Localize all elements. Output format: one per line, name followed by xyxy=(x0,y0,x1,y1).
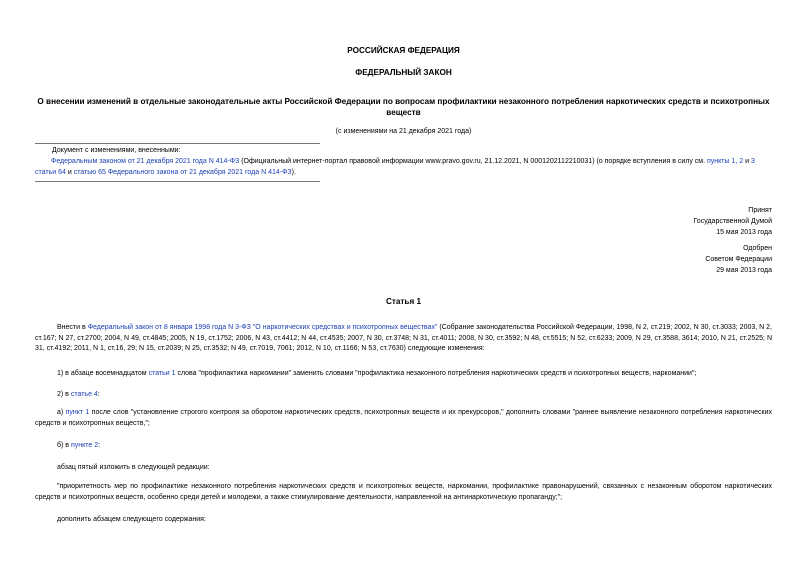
intro-link-law[interactable]: Федеральный закон от 8 января 1998 года N 3-ФЗ "О наркотических средствах и психотропных веществах" xyxy=(87,324,438,331)
paragraph-a xyxy=(35,408,772,429)
changes-text-1: (Официальный интернет-портал правовой информации www.pravo.gov.ru, 21.12.2021, N 0001202112210031) (о порядке вступления в силу см. xyxy=(239,158,707,165)
paragraph-quote: "приоритетность мер по профилактике незаконного потребления наркотических средств и психотропных веществ, наркомании, профилактике правонарушений, связанных с незаконным оборотом наркотических средств и психотропных веществ, особенно среди детей и молодежи, а также стимулирование деятельности, направленной на антинаркотическую пропаганду;"; xyxy=(35,483,772,501)
changes-link-law[interactable]: Федеральным законом от 21 декабря 2021 года N 414-ФЗ xyxy=(51,158,240,165)
approved-body: Советом Федерации xyxy=(705,256,772,263)
changes-text-3: и xyxy=(65,169,74,176)
p2-text-post: : xyxy=(97,391,100,398)
changes-link-points[interactable]: пункты 1, 2 xyxy=(707,158,744,165)
accepted-body: Государственной Думой xyxy=(693,218,772,225)
edition-note: (с изменениями на 21 декабря 2021 года) xyxy=(335,128,472,135)
changes-text-2: и xyxy=(743,158,751,165)
adoption-approved xyxy=(705,243,772,276)
pb-text-post: : xyxy=(98,442,101,449)
changes-text-4: ). xyxy=(291,169,296,176)
article-title: Статья 1 xyxy=(385,297,422,306)
paragraph-add: дополнить абзацем следующего содержания: xyxy=(57,516,206,523)
pa-link[interactable]: пункт 1 xyxy=(65,409,90,416)
pa-text-pre: а) xyxy=(57,409,66,416)
divider-top xyxy=(35,143,320,144)
changes-link-article-65[interactable]: статью 65 Федерального закона от 21 декабря 2021 года N 414-ФЗ xyxy=(73,169,292,176)
article-intro xyxy=(35,323,772,355)
changes-link-article-64[interactable]: 3 статьи 64 xyxy=(35,158,755,176)
p1-text-pre: 1) в абзаце восемнадцатом xyxy=(57,370,149,377)
paragraph-abzac-5: абзац пятый изложить в следующей редакции: xyxy=(57,464,210,471)
document-type-heading: ФЕДЕРАЛЬНЫЙ ЗАКОН xyxy=(355,68,452,77)
p2-text-pre: 2) в xyxy=(57,391,71,398)
paragraph-2 xyxy=(57,389,100,400)
p1-link[interactable]: статьи 1 xyxy=(148,370,176,377)
intro-text-post: (Собрание законодательства Российской Федерации, 1998, N 2, ст.219; 2002, N 30, ст.3033; 2003, N 2, ст.167; N 27, ст.2700; 2004, N 49, ст.4845; 2005, N 19, ст.1752; 2006, N 43, ст.4412; N 44, ст.4535; 2007, N 30, ст.3748; N 31, ст.4011; 2008, N 30, ст.3592; N 48, ст.5515; N 52, ст.6233; 2009, N 29, ст.3588, 3614; 2010, N 21, ст.2525; N 31, ст.4192; 2011, N 1, ст.16, 29; N 15, ст.2039; N 25, ст.3532; N 49, ст.7019, 7061; 2012, N 10, ст.1166; N 53, ст.7630) следующие изменения: xyxy=(35,324,772,352)
accepted-date: 15 мая 2013 года xyxy=(716,229,772,236)
page-title: О внесении изменений в отдельные законодательные акты Российской Федерации по вопросам профилактики незаконного потребления наркотических средств и психотропных веществ xyxy=(37,97,770,117)
changes-body xyxy=(35,156,772,178)
pb-text-pre: б) в xyxy=(57,442,71,449)
paragraph-1 xyxy=(57,368,772,379)
pa-text-post: после слов "установление строгого контроля за оборотом наркотических средств, психотропных веществ и их прекурсоров," дополнить словами "раннее выявление незаконного потребления наркотических средств и психотропных веществ,"; xyxy=(35,409,773,427)
p2-link[interactable]: статье 4 xyxy=(70,391,98,398)
approved-label: Одобрен xyxy=(743,245,772,252)
changes-heading: Документ с изменениями, внесенными: xyxy=(52,147,181,154)
p1-text-post: слова "профилактика наркомании" заменить словами "профилактика незаконного потребления наркотических средств и психотропных веществ, наркомании"; xyxy=(175,370,697,377)
divider-bottom xyxy=(35,181,320,182)
adoption-accepted xyxy=(693,205,772,238)
paragraph-b xyxy=(57,440,100,451)
intro-text-pre: Внести в xyxy=(57,324,88,331)
accepted-label: Принят xyxy=(748,207,772,214)
approved-date: 29 мая 2013 года xyxy=(716,267,772,274)
pb-link[interactable]: пункте 2 xyxy=(70,442,99,449)
country-heading: РОССИЙСКАЯ ФЕДЕРАЦИЯ xyxy=(347,46,460,55)
